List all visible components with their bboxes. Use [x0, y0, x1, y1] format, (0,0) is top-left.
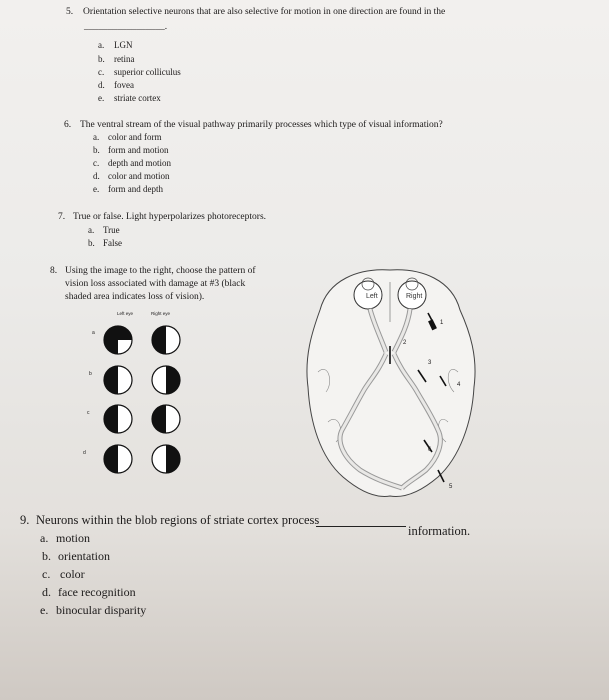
- visual-pathway-diagram: [298, 262, 482, 502]
- q9-opt-e-letter: e.: [40, 603, 49, 617]
- row-c-right-eye-loss: [152, 405, 166, 433]
- q5-text: Orientation selective neurons that are also selective for motion in one direction are found in the: [83, 7, 446, 17]
- left-eye-label: Left eye: [117, 311, 134, 316]
- site-label-4: 4: [457, 382, 461, 388]
- q6-text: The ventral stream of the visual pathway primarily processes which type of visual information?: [80, 120, 443, 130]
- q9-opt-a-letter: a.: [40, 531, 49, 545]
- brain-outline: [307, 270, 475, 497]
- q5-blank: _________________.: [84, 22, 168, 32]
- q9-number: 9.: [20, 513, 30, 527]
- row-b-left-eye-loss: [104, 366, 118, 394]
- q6-opt-d-letter: d.: [93, 171, 100, 181]
- site-label-3: 3: [428, 360, 432, 366]
- q5-opt-d-letter: d.: [98, 80, 105, 90]
- row-d-right-eye-loss: [166, 445, 180, 473]
- q5-opt-c-letter: c.: [98, 67, 105, 77]
- q5-opt-e: striate cortex: [114, 93, 161, 103]
- row-a-left-eye-loss-quadrant: [118, 326, 132, 340]
- brain-right-label: Right: [406, 293, 423, 300]
- site-label-1: 1: [440, 320, 444, 326]
- q7-text: True or false. Light hyperpolarizes photoreceptors.: [73, 212, 267, 222]
- q5-opt-b: retina: [114, 54, 135, 64]
- row-a-left-eye-loss: [104, 326, 118, 354]
- q9-opt-b: orientation: [58, 549, 110, 563]
- q5-opt-d: fovea: [114, 80, 134, 90]
- q7-number: 7.: [58, 212, 66, 222]
- q5-number: 5.: [66, 7, 74, 17]
- brain-left-label: Left: [366, 293, 378, 300]
- vision-row-a: [104, 326, 180, 354]
- q6-number: 6.: [64, 120, 72, 130]
- site-label-2: 2: [403, 340, 407, 346]
- q9-answer-blank: [316, 516, 406, 527]
- q6-opt-e: form and depth: [108, 184, 163, 194]
- q9-opt-b-letter: b.: [42, 549, 51, 563]
- q8-line-2: vision loss associated with damage at #3 (black: [65, 279, 246, 289]
- q6-opt-b: form and motion: [108, 145, 169, 155]
- q7-opt-b: False: [103, 238, 122, 248]
- vision-row-d-label: d: [83, 450, 86, 456]
- vision-row-c: [104, 405, 180, 433]
- q5-opt-a: LGN: [114, 40, 133, 50]
- q6-opt-d: color and motion: [108, 171, 170, 181]
- q9-text-after: information.: [408, 524, 471, 538]
- q5-opt-e-letter: e.: [98, 93, 105, 103]
- q9-opt-e: binocular disparity: [56, 603, 147, 617]
- q6-opt-c-letter: c.: [93, 158, 100, 168]
- vision-row-d: [104, 445, 180, 473]
- q7-opt-b-letter: b.: [88, 238, 95, 248]
- site-label-5: 5: [449, 484, 453, 490]
- q9-opt-c: color: [60, 567, 85, 581]
- q9-opt-d-letter: d.: [42, 585, 51, 599]
- q6-opt-b-letter: b.: [93, 145, 100, 155]
- vision-row-b: [104, 366, 180, 394]
- q6-opt-e-letter: e.: [93, 184, 100, 194]
- q6-opt-c: depth and motion: [108, 158, 171, 168]
- q9-opt-d: face recognition: [58, 585, 136, 599]
- row-b-right-eye-loss: [166, 366, 180, 394]
- vision-row-b-label: b: [89, 371, 92, 377]
- q8-line-1: Using the image to the right, choose the pattern of: [65, 266, 256, 276]
- q6-opt-a-letter: a.: [93, 132, 100, 142]
- vision-row-a-label: a: [92, 330, 95, 336]
- q6-opt-a: color and form: [108, 132, 162, 142]
- q9-text-before: Neurons within the blob regions of striate cortex process: [36, 513, 320, 527]
- q7-opt-a: True: [103, 225, 120, 235]
- q5-opt-b-letter: b.: [98, 54, 105, 64]
- row-c-left-eye-loss: [104, 405, 118, 433]
- vision-row-c-label: c: [87, 410, 90, 416]
- q5-opt-c: superior colliculus: [114, 67, 181, 77]
- q9-opt-c-letter: c.: [42, 567, 51, 581]
- q8-number: 8.: [50, 266, 58, 276]
- right-eye-label: Right eye: [151, 311, 171, 316]
- q7-opt-a-letter: a.: [88, 225, 95, 235]
- visual-field-options: [94, 318, 198, 482]
- row-a-right-eye-loss: [152, 326, 166, 354]
- site-label-6: 6: [428, 447, 432, 453]
- row-d-left-eye-loss: [104, 445, 118, 473]
- q9-opt-a: motion: [56, 531, 91, 545]
- q8-line-3: shaded area indicates loss of vision).: [65, 292, 205, 302]
- q5-opt-a-letter: a.: [98, 40, 105, 50]
